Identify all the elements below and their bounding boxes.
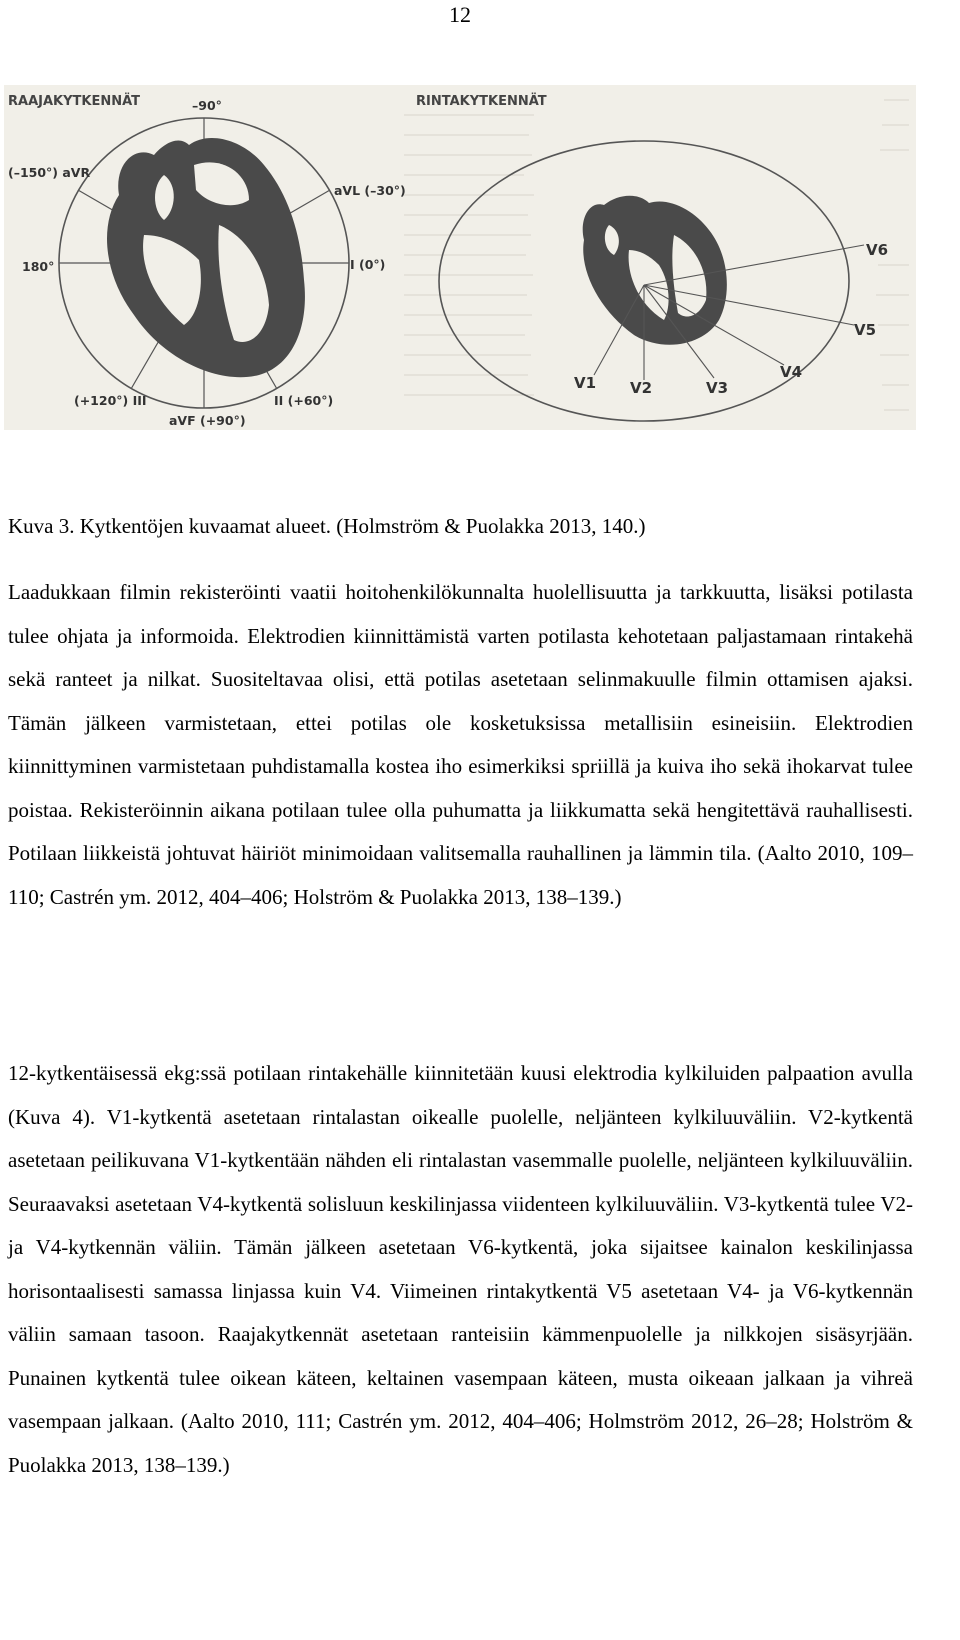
chest-label-v6: V6 (866, 241, 889, 259)
limb-leads-title: RAAJAKYTKENNÄT (8, 94, 141, 109)
ecg-leads-illustration (4, 85, 916, 430)
page-number: 12 (449, 2, 471, 27)
limb-label-avl: aVL (–30°) (334, 183, 406, 198)
limb-label-lead-i: I (0°) (350, 257, 386, 272)
chest-leads-title: RINTAKYTKENNÄT (416, 94, 547, 109)
limb-label-avf: aVF (+90°) (169, 413, 246, 428)
limb-label-180: 180° (22, 259, 55, 274)
chest-label-v1: V1 (574, 374, 597, 392)
limb-label-lead-ii: II (+60°) (274, 393, 334, 408)
chest-label-v5: V5 (854, 321, 877, 339)
limb-label-top: –90° (192, 98, 222, 113)
figure-caption: Kuva 3. Kytkentöjen kuvaamat alueet. (Holmström & Puolakka 2013, 140.) (8, 514, 646, 538)
body-paragraph-2: 12-kytkentäisessä ekg:ssä potilaan rintakehälle kiinnitetään kuusi elektrodia kylkiluiden palpaation avulla (Kuva 4). V1-kytkentä asetetaan rintalastan oikealle puolelle, neljänteen kylkiluuväliin. V2-kytkentä asetetaan peilikuvana V1-kytkentään nähden eli rintalastan vasemmalle puolelle, neljänteen kylkiluuväliin. Seuraavaksi asetetaan V4-kytkentä solisluun keskilinjassa viidenteen kylkiluuväliin. V3-kytkentä tulee V2- ja V4-kytkennän väliin. Tämän jälkeen asetetaan V6-kytkentä, joka sijaitsee kainalon keskilinjassa horisontaalisesti samassa linjassa kuin V4. Viimeinen rintakytkentä V5 asetetaan V4- ja V6-kytkennän väliin samaan tasoon. Raajakytkennät asetetaan ranteisiin kämmenpuolelle ja nilkkojen sisäsyrjään. Punainen kytkentä tulee oikean käteen, keltainen vasempaan käteen, musta oikeaan jalkaan ja vihreä vasempaan jalkaan. (Aalto 2010, 111; Castrén ym. 2012, 404–406; Holmström 2012, 26–28; Holström & Puolakka 2013, 138–139.) (8, 1061, 913, 1477)
limb-label-avr: (–150°) aVR (8, 165, 91, 180)
heart-illustration (107, 138, 305, 377)
chest-heart-illustration (583, 196, 727, 345)
chest-label-v4: V4 (780, 363, 803, 381)
chest-label-v2: V2 (630, 379, 653, 397)
ecg-leads-figure (4, 85, 916, 430)
limb-label-lead-iii: (+120°) III (74, 393, 147, 408)
chest-label-v3: V3 (706, 379, 729, 397)
body-paragraph-1: Laadukkaan filmin rekisteröinti vaatii hoitohenkilökunnalta huolellisuutta ja tarkkuutta, lisäksi potilasta tulee ohjata ja informoida. Elektrodien kiinnittämistä varten potilasta kehotetaan paljastamaan rintakehä sekä ranteet ja nilkat. Suositeltavaa olisi, että potilas asetetaan selinmakuulle filmin ottamisen ajaksi. Tämän jälkeen varmistetaan, ettei potilas ole kosketuksissa metallisiin esineisiin. Elektrodien kiinnittyminen varmistetaan puhdistamalla kostea iho esimerkiksi spriillä ja kuiva iho sekä ihokarvat tulee poistaa. Rekisteröinnin aikana potilaan tulee olla puhumatta ja liikkumatta sekä hengitettävä rauhallisesti. Potilaan liikkeistä johtuvat häiriöt minimoidaan valitsemalla rauhallinen ja lämmin tila. (Aalto 2010, 109–110; Castrén ym. 2012, 404–406; Holström & Puolakka 2013, 138–139.) (8, 580, 913, 909)
